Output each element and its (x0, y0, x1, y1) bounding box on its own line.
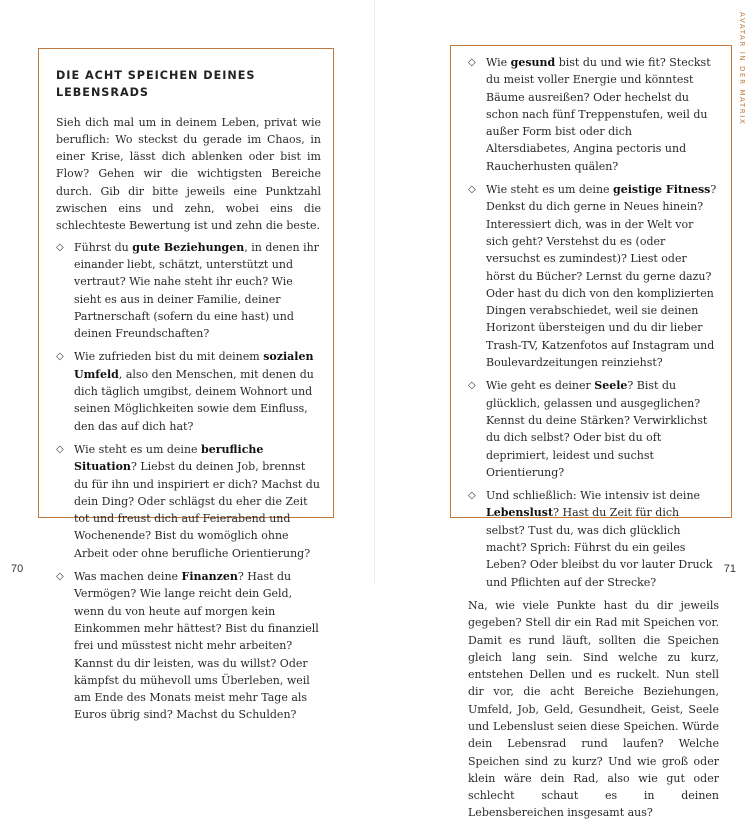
item-text-pre: Wie (486, 56, 511, 69)
running-head-vertical: AVATAR IN DER MATRIX (738, 12, 746, 126)
right-page (375, 0, 750, 820)
item-text-pre: Wie geht es deiner (486, 379, 595, 393)
diamond-bullet-icon: ◇ (468, 380, 476, 392)
list-item-geist (468, 181, 719, 371)
diamond-bullet-icon: ◇ (56, 241, 64, 253)
item-text-post: , also den Menschen, mit denen du dich täglich umgibst, deinem Wohnort und seinen Möglichkeiten sowie dem Einfluss, den das auf dich hat? (74, 367, 314, 433)
left-page (0, 0, 375, 722)
page-number-left: 70 (11, 563, 24, 575)
diamond-bullet-icon: ◇ (468, 490, 476, 502)
item-text-pre: Und schließlich: Wie intensiv ist deine (486, 489, 701, 503)
list-item-lebenslust (468, 487, 719, 591)
diamond-bullet-icon: ◇ (56, 443, 64, 455)
intro-paragraph: Sieh dich mal um in deinem Leben, privat wie beruflich: Wo steckst du gerade im Chaos, in einer Krise, lässt dich ablenken oder bist im Flow? Gehen wir die wichtigsten Bereiche durch. Gib dir bitte jeweils eine Punktzahl zwischen eins und zehn, wobei eins die schlechteste Bewertung ist und zehn die beste. (56, 115, 321, 233)
left-info-box (38, 48, 334, 722)
item-text-pre: Wie steht es um deine (486, 183, 614, 197)
list-item-finanzen (56, 568, 321, 724)
item-keyword: Seele (594, 379, 628, 393)
item-text-post: ? Bist du glücklich, gelassen und ausgeglichen? Kennst du deine Stärken? Verwirklichst du dich selbst? Oder bist du oft deprimiert, leidest und suchst Orientierung? (486, 379, 708, 479)
item-keyword: geistige Fitness (613, 183, 711, 197)
item-text-post: ? Liebst du deinen Job, brennst du für ihn und inspiriert er dich? Machst du dein Ding? Oder schlägst du eher die Zeit tot und freust dich auf Feierabend und Wochenende? Bist du womöglich ohne Arbeit oder ohne berufliche Orientierung? (74, 460, 320, 560)
item-text-pre: Führst du (74, 240, 133, 254)
list-item-beruf (56, 441, 321, 562)
item-text-pre: Was machen deine (74, 570, 182, 584)
item-keyword: gesund (510, 56, 556, 69)
diamond-bullet-icon: ◇ (468, 57, 476, 68)
list-item-beziehungen (56, 239, 321, 343)
item-text-post: ? Denkst du dich gerne in Neues hinein? Interessiert dich, was in der Welt vor sich geht? Verstehst du es (oder versuchst es zumindest)? Liest oder hörst du Bücher? Lernst du gerne dazu? Oder hast du dich von den komplizierten Dingen verabschiedet, weil sie deinen Horizont übersteigen und du dir lieber Trash-TV, Katzenfotos auf Instagram und Boulevardzeitungen reinziehst? (486, 183, 717, 370)
item-text-post: , in denen ihr einander liebt, schätzt, unterstützt und vertraut? Wie nahe steht ihr euch? Wie sieht es aus in deiner Familie, deiner Partnerschaft (sofern du eine hast) und deinen Freundschaften? (74, 240, 319, 341)
page-number-right: 71 (723, 563, 736, 575)
box-heading: DIE ACHT SPEICHEN DEINES LEBENSRADS (56, 69, 256, 100)
outro-paragraph: Na, wie viele Punkte hast du dir jeweils gegeben? Stell dir ein Rad mit Speichen vor. Damit es rund läuft, sollten die Speichen gleich lang sein. Sind welche zu kurz, entstehen Dellen und es ruckelt. Nun stell dir vor, die acht Bereiche Beziehungen, Umfeld, Job, Geld, Gesundheit, Geist, Seele und Lebenslust seien diese Speichen. Würde dein Lebensrad rund laufen? Welche Speichen sind zu kurz? Und wie groß oder klein wäre dein Rad, also wie gut oder schlecht schaut es in deinen Lebensbereichen insgesamt aus? (468, 598, 719, 820)
list-item-umfeld (56, 348, 321, 434)
diamond-bullet-icon: ◇ (468, 184, 476, 196)
item-text-pre: Wie steht es um deine (74, 442, 202, 456)
diamond-bullet-icon: ◇ (56, 571, 64, 583)
item-keyword: gute Beziehungen (132, 240, 245, 254)
list-item-gesundheit (468, 54, 719, 175)
item-text-post: bist du und wie fit? Steckst du meist voller Energie und könntest Bäume ausreißen? Oder hechelst du schon nach fünf Treppenstufen, weil du außer Form bist oder dich Altersdiabetes, Angina pectoris und Raucherhusten quälen? (486, 56, 711, 173)
item-keyword: Finanzen (181, 570, 238, 584)
item-keyword: sozialen Umfeld (74, 350, 314, 381)
item-keyword: berufliche Situation (74, 442, 264, 474)
diamond-bullet-icon: ◇ (56, 351, 64, 363)
item-text-pre: Wie zufrieden bist du mit deinem (74, 350, 264, 364)
list-item-seele (468, 377, 719, 481)
item-keyword: Lebenslust (486, 506, 554, 520)
item-text-post: ? Hast du Vermögen? Wie lange reicht dein Geld, wenn du von heute auf morgen kein Einkommen mehr hättest? Bist du finanziell frei und müsstest nicht mehr arbeiten? Kannst du dir leisten, was du willst? Oder kämpfst du mühevoll ums Überleben, weil am Ende des Monats meist mehr Tage als Euros übrig sind? Machst du Schulden? (74, 570, 319, 722)
item-text-post: ? Hast du Zeit für dich selbst? Tust du, was dich glücklich macht? Sprich: Führst du ein geiles Leben? Oder bleibst du vor lauter Druck und Pflichten auf der Strecke? (486, 506, 713, 589)
